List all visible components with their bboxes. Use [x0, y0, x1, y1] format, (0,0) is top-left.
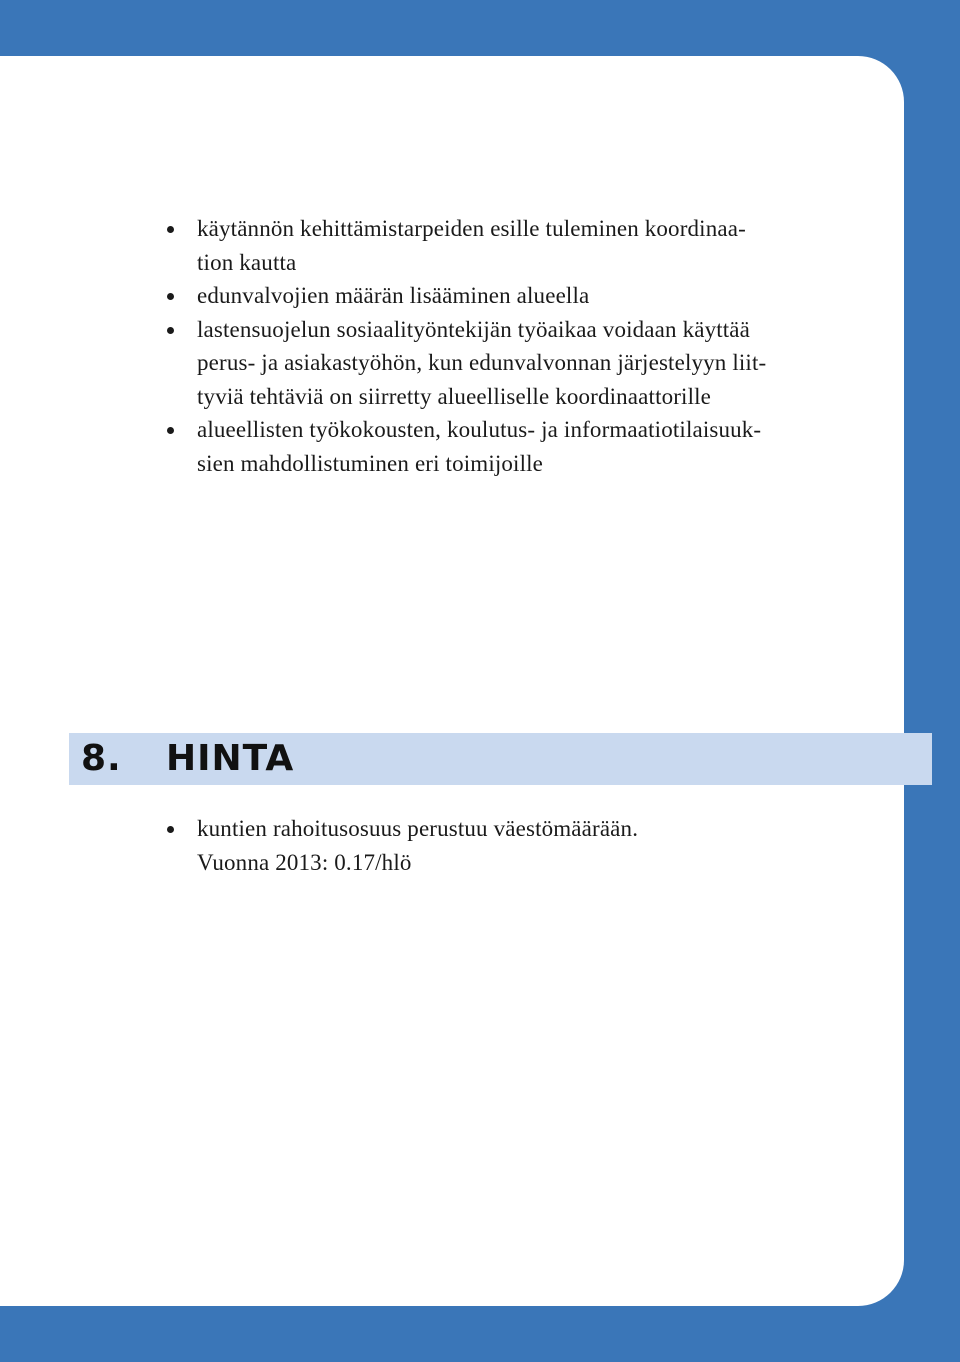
bullet-list-price [162, 812, 882, 879]
list-item-text: lastensuojelun sosiaalityöntekijän työaikaa voidaan käyttää [197, 316, 751, 342]
list-item-text: perus- ja asiakastyöhön, kun edunvalvonnan järjestelyyn liit- [197, 350, 767, 375]
list-item [162, 313, 882, 414]
section-title: HINTA [166, 738, 295, 779]
list-item-text: tion kautta [197, 249, 297, 275]
bullet-icon [167, 226, 174, 233]
bullet-icon [167, 826, 174, 833]
bullet-icon [167, 293, 174, 300]
list-item-text: alueellisten työkokousten, koulutus- ja informaatiotilaisuuk- [197, 417, 762, 442]
list-item-text: käytännön kehittämistarpeiden esille tuleminen koordinaa- [197, 216, 746, 241]
list-item-text: edunvalvojien määrän lisääminen alueella [197, 283, 590, 308]
list-item [162, 212, 882, 279]
list-item [162, 413, 882, 480]
list-item [162, 279, 882, 313]
section-heading-band [69, 733, 932, 785]
bullet-list-benefits [162, 212, 882, 480]
list-item-text: tyviä tehtäviä on siirretty alueelliselle koordinaattorille [197, 383, 712, 409]
list-item [162, 812, 882, 879]
list-item-text: Vuonna 2013: 0.17/hlö [197, 849, 412, 875]
list-item-text: sien mahdollistuminen eri toimijoille [197, 450, 544, 476]
list-item-text: kuntien rahoitusosuus perustuu väestömäärään. [197, 816, 639, 841]
bullet-icon [167, 327, 174, 334]
section-number: 8. [81, 738, 122, 779]
bullet-icon [167, 427, 174, 434]
